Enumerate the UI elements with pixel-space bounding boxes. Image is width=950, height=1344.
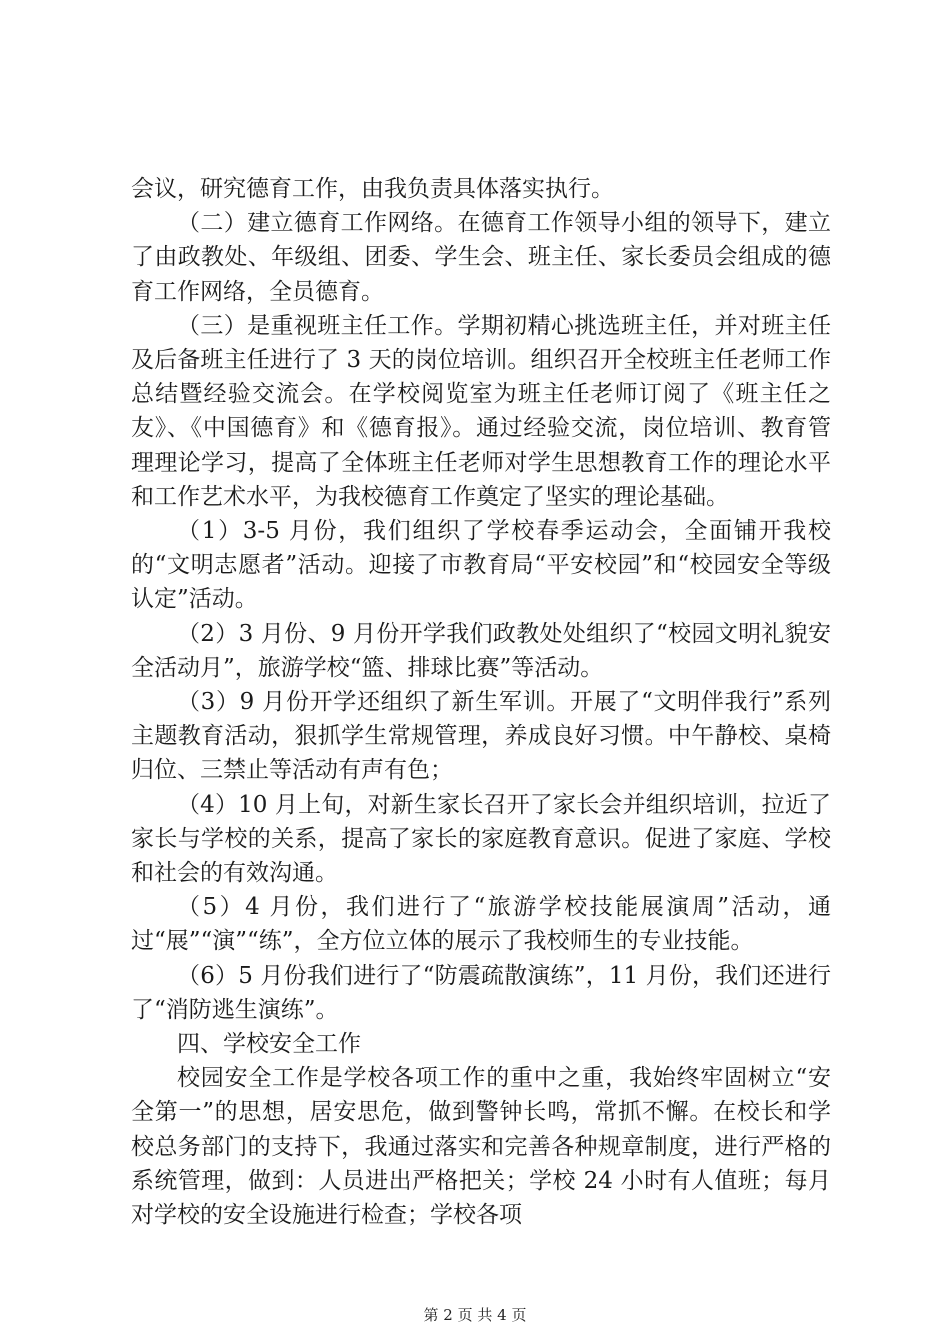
paragraph-section-2: （二）建立德育工作网络。在德育工作领导小组的领导下，建立了由政教处、年级组、团委、学生会、班主任、家长委员会组成的德育工作网络，全员德育。 (131, 210, 831, 305)
paragraph-continuation: 会议，研究德育工作，由我负责具体落实执行。 (131, 176, 614, 202)
paragraph-item-2: （2）3 月份、9 月份开学我们政教处处组织了“校园文明礼貌安全活动月”，旅游学校“篮、排球比赛”等活动。 (131, 620, 831, 681)
paragraph-section-3: （三）是重视班主任工作。学期初精心挑选班主任，并对班主任及后备班主任进行了 3 天的岗位培训。组织召开全校班主任老师工作总结暨经验交流会。在学校阅览室为班主任老师订阅了《班主任之友》、《中国德育》和《德育报》。通过经验交流，岗位培训、教育管理理论学习，提高了全体班主任老师对学生思想教育工作的理论水平和工作艺术水平，为我校德育工作奠定了坚实的理论基础。 (131, 312, 831, 510)
paragraph-item-4: （4）10 月上旬，对新生家长召开了家长会并组织培训，拉近了家长与学校的关系，提高了家长的家庭教育意识。促进了家庭、学校和社会的有效沟通。 (131, 791, 831, 887)
paragraph-item-6: （6）5 月份我们进行了“防震疏散演练”，11 月份，我们还进行了“消防逃生演练”。 (131, 962, 831, 1023)
section-heading-safety: 四、学校安全工作 (177, 1031, 361, 1058)
paragraph-item-3: （3）9 月份开学还组织了新生军训。开展了“文明伴我行”系列主题教育活动，狠抓学生常规管理，养成良好习惯。中午静校、桌椅归位、三禁止等活动有声有色； (131, 689, 831, 784)
paragraph-item-5: （5）4 月份，我们进行了“旅游学校技能展演周”活动，通过“展”“演”“练”，全方位立体的展示了我校师生的专业技能。 (131, 894, 831, 955)
document-body (131, 172, 831, 1232)
page-footer: 第 2 页 共 4 页 (423, 1306, 527, 1324)
paragraph-item-1: （1）3-5 月份，我们组织了学校春季运动会，全面铺开我校的“文明志愿者”活动。迎接了市教育局“平安校园”和“校园安全等级认定”活动。 (131, 518, 831, 613)
paragraph-safety: 校园安全工作是学校各项工作的重中之重，我始终牢固树立“安全第一”的思想，居安思危，做到警钟长鸣，常抓不懈。在校长和学校总务部门的支持下，我通过落实和完善各种规章制度，进行严格的系统管理，做到：人员进出严格把关；学校 24 小时有人值班；每月对学校的安全设施进行检查；学校各项 (131, 1065, 831, 1229)
